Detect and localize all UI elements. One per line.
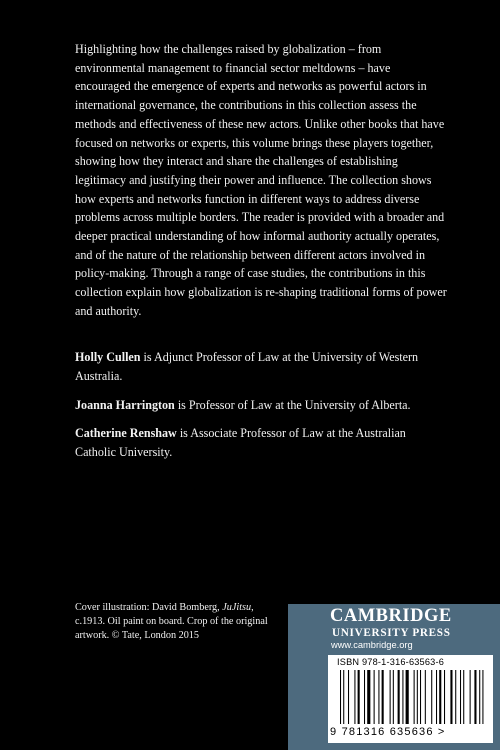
back-cover-blurb: Highlighting how the challenges raised by globalization – from environmental management to financial sector meltdowns – have encouraged the emergence of experts and networks as powerful actors in international governance, the contributions in this collection assess the methods and effectiveness of these new actors. Unlike other books that have focused on networks or experts, this volume brings these players together, showing how they interact and share the challenges of establishing legitimacy and justifying their power and influence. The collection shows how experts and networks function in different ways to address diverse problems across multiple borders. The reader is provided with a broader and deeper practical understanding of how informal authority actually operates, and of the nature of the relationship between different actors involved in policy-making. Through a range of case studies, the contributions in this collection explain how globalization is re-shaping traditional forms of power and authority. [75, 42, 447, 318]
isbn-label: ISBN 978-1-316-63563-6 [337, 657, 445, 667]
publisher-url: www.cambridge.org [331, 640, 413, 650]
publisher-name: CAMBRIDGE [330, 606, 452, 626]
barcode-icon [338, 670, 484, 726]
author-bio-renshaw [75, 424, 447, 461]
artwork-title: JuJitsu [222, 602, 252, 613]
author-bio-cullen [75, 348, 447, 385]
author-bio-text: is Associate Professor of Law at the Australian Catholic University. [75, 426, 406, 459]
barcode-digits: 9 781316 635636 > [330, 726, 446, 738]
publisher-subtitle: UNIVERSITY PRESS [332, 627, 451, 639]
author-name: Joanna Harrington [75, 398, 175, 412]
author-bio-text: is Adjunct Professor of Law at the University of Western Australia. [75, 350, 419, 383]
author-bio-text: is Professor of Law at the University of Alberta. [174, 398, 411, 412]
credit-suffix: , c.1913. Oil paint on board. Crop of the original artwork. © Tate, London 2015 [75, 602, 268, 642]
author-bio-harrington [75, 396, 447, 415]
cover-illustration-credit [75, 601, 285, 644]
author-name: Catherine Renshaw [75, 426, 177, 440]
publisher-panel [288, 604, 500, 750]
publisher-logo [330, 606, 490, 640]
credit-prefix: Cover illustration: David Bomberg, [75, 602, 223, 613]
author-name: Holly Cullen [75, 350, 141, 364]
isbn-barcode-box [328, 655, 493, 743]
